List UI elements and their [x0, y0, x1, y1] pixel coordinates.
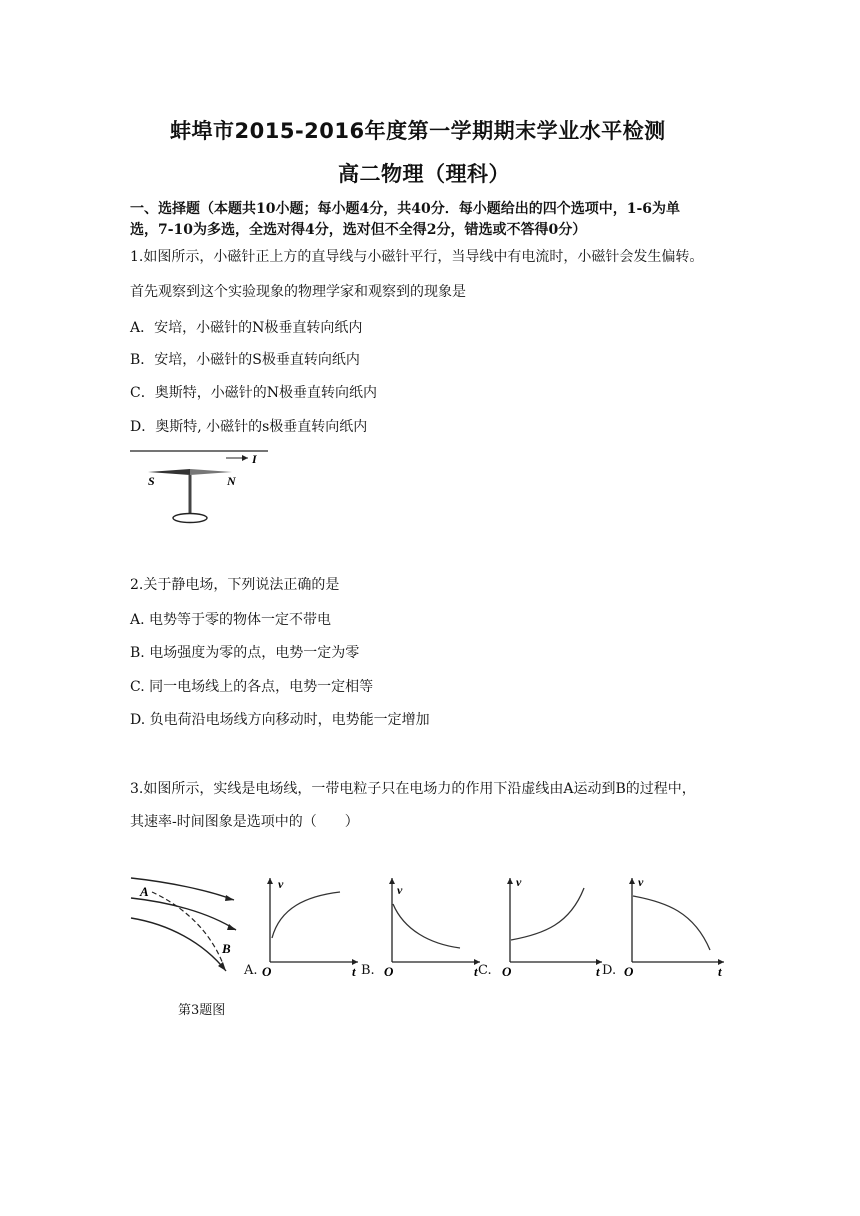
q3-option-d-label: D. — [602, 963, 617, 978]
origin-label: O — [624, 964, 634, 979]
q1-stem-line1: 1.如图所示，小磁针正上方的直导线与小磁针平行，当导线中有电流时，小磁针会发生偏转。 — [130, 249, 704, 265]
origin-label: O — [502, 964, 512, 979]
q3-graph-a — [258, 872, 364, 980]
current-arrowhead — [242, 455, 248, 461]
point-b-label: B — [222, 941, 231, 956]
section-instruction-line1: 一、选择题（本题共10小题；每小题4分，共40分．每小题给出的四个选项中，1-6为单 — [130, 201, 680, 217]
y-axis-label: v — [278, 877, 284, 891]
q3-option-c-label: C. — [478, 963, 492, 978]
needle-north-half — [190, 469, 232, 475]
y-axis-label: v — [397, 883, 403, 897]
y-axis-label: v — [516, 875, 522, 889]
q1-option-b: B．安培，小磁针的S极垂直转向纸内 — [130, 352, 360, 368]
y-axis-label: v — [638, 875, 644, 889]
origin-label: O — [384, 964, 394, 979]
q3-stem-line2: 其速率-时间图象是选项中的（ ） — [130, 814, 359, 830]
q3-graph-b — [380, 872, 486, 980]
q1-option-d: D．奥斯特, 小磁针的s极垂直转向纸内 — [130, 419, 368, 435]
x-axis-label: t — [352, 964, 356, 979]
point-a-label: A — [140, 884, 149, 899]
south-pole-label: S — [148, 474, 155, 488]
x-axis-label: t — [474, 964, 478, 979]
exam-subtitle: 高二物理（理科） — [338, 162, 510, 186]
q2-option-c: C. 同一电场线上的各点，电势一定相等 — [130, 679, 374, 695]
speed-curve — [393, 904, 460, 948]
q2-option-d: D. 负电荷沿电场线方向移动时，电势能一定增加 — [130, 712, 430, 728]
q3-graph-d — [620, 872, 730, 980]
field-line-3 — [131, 918, 226, 971]
q1-option-a: A．安培，小磁针的N极垂直转向纸内 — [130, 320, 363, 336]
q2-option-a: A. 电势等于零的物体一定不带电 — [130, 612, 332, 628]
x-axis-label: t — [596, 964, 600, 979]
q3-figure-caption: 第3题图 — [178, 1003, 226, 1018]
q1-option-c: C．奥斯特，小磁针的N极垂直转向纸内 — [130, 385, 377, 401]
north-pole-label: N — [227, 474, 236, 488]
q3-graph-c — [498, 872, 608, 980]
exam-title: 蚌埠市2015-2016年度第一学期期末学业水平检测 — [170, 119, 666, 143]
section-instruction-line2: 选，7-10为多选，全选对得4分，选对但不全得2分，错选或不答得0分） — [130, 222, 587, 238]
compass-base — [173, 514, 207, 523]
q2-option-b: B. 电场强度为零的点，电势一定为零 — [130, 645, 360, 661]
q3-option-a-label: A. — [244, 963, 258, 978]
q1-figure-compass — [128, 445, 273, 527]
q3-figure-field-lines — [128, 874, 248, 978]
q2-stem: 2.关于静电场，下列说法正确的是 — [130, 577, 340, 593]
speed-curve — [633, 896, 710, 950]
compass-stand — [189, 475, 192, 517]
speed-curve — [511, 888, 584, 940]
origin-label: O — [262, 964, 272, 979]
speed-curve — [272, 892, 340, 938]
field-line-2 — [131, 898, 236, 930]
current-label: I — [252, 452, 257, 466]
q3-stem-line1: 3.如图所示，实线是电场线，一带电粒子只在电场力的作用下沿虚线由A运动到B的过程中， — [130, 781, 696, 797]
q3-option-b-label: B. — [361, 963, 375, 978]
x-axis-label: t — [718, 964, 722, 979]
q1-stem-line2: 首先观察到这个实验现象的物理学家和观察到的现象是 — [130, 284, 466, 300]
